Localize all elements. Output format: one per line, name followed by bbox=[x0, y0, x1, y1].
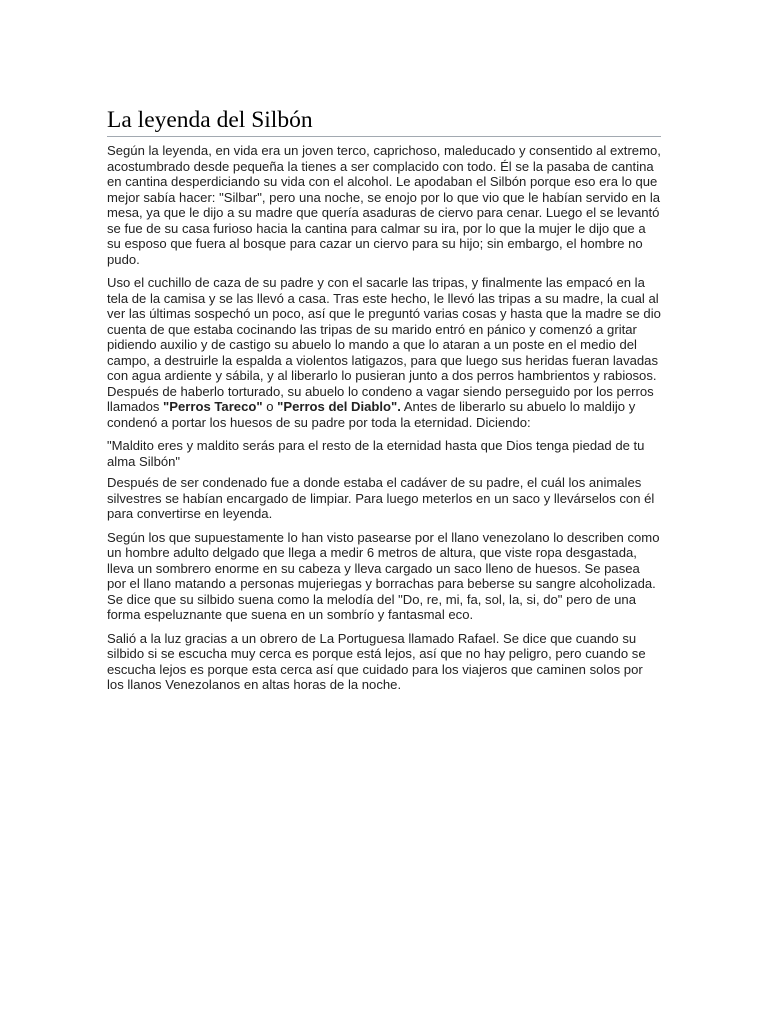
document-page bbox=[107, 106, 661, 693]
paragraph-1: Según la leyenda, en vida era un joven terco, caprichoso, maleducado y consentido al extremo, acostumbrado desde pequeña la tienes a ser complacido con todo. Él se la pasaba de cantina en cantina desperdiciando su vida con el alcohol. Le apodaban el Silbón porque eso era lo que mejor sabía hacer: "Silbar", pero una noche, se enojo por lo que vio que le habían servido en la mesa, ya que le dijo a su madre que quería asaduras de ciervo para cenar. Luego el se levantó se fue de su casa furioso hacia la cantina para calmar su ira, por lo que la mujer le dijo que a su esposo que fuera al bosque para cazar un ciervo para su hijo; sin embargo, el hombre no pudo. bbox=[107, 143, 661, 267]
paragraph-2-text-b: Antes de liberarlo su abuelo lo maldijo y condenó a portar los huesos de su padre por toda la eternidad. Diciendo: bbox=[107, 399, 636, 430]
dogs-name-diablo: "Perros del Diablo". bbox=[277, 399, 401, 414]
paragraph-2 bbox=[107, 275, 661, 430]
curse-quote: "Maldito eres y maldito serás para el resto de la eternidad hasta que Dios tenga piedad de tu alma Silbón" bbox=[107, 438, 645, 469]
paragraph-4: Después de ser condenado fue a donde estaba el cadáver de su padre, el cuál los animales silvestres se habían encargado de limpiar. Para luego meterlos en un saco y llevárselos con él para convertirse en leyenda. bbox=[107, 475, 655, 521]
dogs-name-tareco: "Perros Tareco" bbox=[163, 399, 263, 414]
paragraph-2-conjunction: o bbox=[262, 399, 278, 414]
paragraph-2-text-a: Uso el cuchillo de caza de su padre y con el sacarle las tripas, y finalmente las empacó en la tela de la camisa y se las llevó a casa. Tras este hecho, le llevó las tripas a su madre, la cual al ver las últimas sospechó un poco, así que le preguntó varias cosas y hasta que la madre se dio cuenta de que estaba cocinando las tripas de su marido entró en pánico y comenzó a gritar pidiendo auxilio y de castigo su abuelo lo mando a que lo ataran a un poste en el medio del campo, a destruirle la espalda a violentos latigazos, para que luego sus heridas fueran lavadas con agua ardiente y sábila, y al liberarlo lo pusieran junto a dos perros hambrientos y rabiosos. Después de haberlo torturado, su abuelo lo condeno a vagar siendo perseguido por los perros llamados bbox=[107, 275, 661, 414]
paragraph-6: Salió a la luz gracias a un obrero de La Portuguesa llamado Rafael. Se dice que cuando su silbido si se escucha muy cerca es porque está lejos, así que no hay peligro, pero cuando se escucha lejos es porque esta cerca así que cuidado para los viajeros que caminen solos por los llanos Venezolanos en altas horas de la noche. bbox=[107, 630, 646, 692]
article-body bbox=[107, 143, 661, 693]
article-title: La leyenda del Silbón bbox=[107, 106, 661, 137]
paragraph-5: Según los que supuestamente lo han visto pasearse por el llano venezolano lo describen como un hombre adulto delgado que llega a medir 6 metros de altura, que viste ropa desgastada, lleva un sombrero enorme en su cabeza y lleva cargado un saco lleno de huesos. Se pasea por el llano matando a personas mujeriegas y borrachas para beberse su sangre alcoholizada. Se dice que su silbido suena como la melodía del "Do, re, mi, fa, sol, la, si, do" pero de una forma espeluznante que suena en un sombrío y fantasmal eco. bbox=[107, 529, 660, 622]
